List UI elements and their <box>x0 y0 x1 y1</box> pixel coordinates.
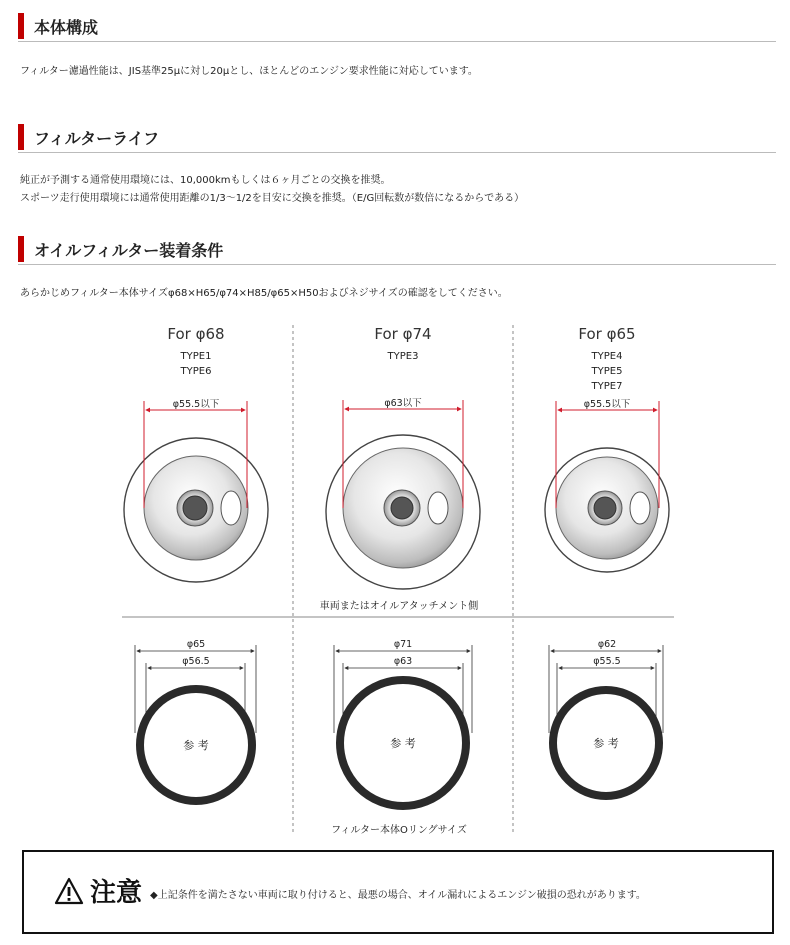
filter-end-view <box>326 435 480 589</box>
caution-box <box>22 850 774 934</box>
type-label: TYPE1 <box>180 351 212 362</box>
section-divider <box>18 152 776 153</box>
section-title: 本体構成 <box>34 18 99 37</box>
ring-outer-label: φ71 <box>393 639 413 650</box>
reference-label: 参 考 <box>593 737 619 750</box>
caution-message: ◆上記条件を満たさない車両に取り付けると、最悪の場合、オイル漏れによるエンジン破損の恐れがあります。 <box>150 890 646 901</box>
reference-label: 参 考 <box>390 737 416 750</box>
column-heading: For φ68 <box>167 325 225 343</box>
type-label: TYPE3 <box>387 351 419 362</box>
accent-bar <box>18 13 24 39</box>
body-text: 純正が予測する通常使用環境には、10,000kmもしくは６ヶ月ごとの交換を推奨。 <box>20 175 391 186</box>
ring-inner-label: φ55.5 <box>593 656 621 667</box>
column-heading: For φ65 <box>578 325 636 343</box>
accent-bar <box>18 124 24 150</box>
section-title: フィルターライフ <box>34 129 160 148</box>
body-text: あらかじめフィルター本体サイズφ68×H65/φ74×H85/φ65×H50およびネジサイズの確認をしてください。 <box>20 288 508 299</box>
fitment-diagram <box>0 315 790 840</box>
section-title: オイルフィルター装着条件 <box>34 241 224 260</box>
body-text: フィルター濾過性能は、JIS基準25μに対し20μとし、ほとんどのエンジン要求性能に対応しています。 <box>20 66 478 77</box>
ring-inner-label: φ56.5 <box>182 656 210 667</box>
filter-end-view <box>545 448 669 572</box>
type-label: TYPE7 <box>591 381 623 392</box>
section-divider <box>18 264 776 265</box>
vehicle-side-caption: 車両またはオイルアタッチメント側 <box>319 601 479 612</box>
oring-size-caption: フィルター本体Oリングサイズ <box>331 825 467 836</box>
body-text: スポーツ走行使用環境には通常使用距離の1/3～1/2を目安に交換を推奨。（E/G回転数が数倍になるからである） <box>20 193 525 204</box>
warning-icon <box>54 876 84 906</box>
caution-heading: 注意 <box>90 878 143 908</box>
ring-inner-label: φ63 <box>393 656 413 667</box>
dimension-label: φ55.5以下 <box>583 399 631 410</box>
filter-end-view <box>124 438 268 582</box>
type-label: TYPE5 <box>591 366 623 377</box>
section-divider <box>18 41 776 42</box>
accent-bar <box>18 236 24 262</box>
type-label: TYPE6 <box>180 366 212 377</box>
dimension-label: φ63以下 <box>384 398 422 409</box>
column-heading: For φ74 <box>374 325 432 343</box>
reference-label: 参 考 <box>183 739 209 752</box>
ring-outer-label: φ62 <box>597 639 617 650</box>
dimension-label: φ55.5以下 <box>172 399 220 410</box>
type-label: TYPE4 <box>591 351 623 362</box>
ring-outer-label: φ65 <box>186 639 206 650</box>
